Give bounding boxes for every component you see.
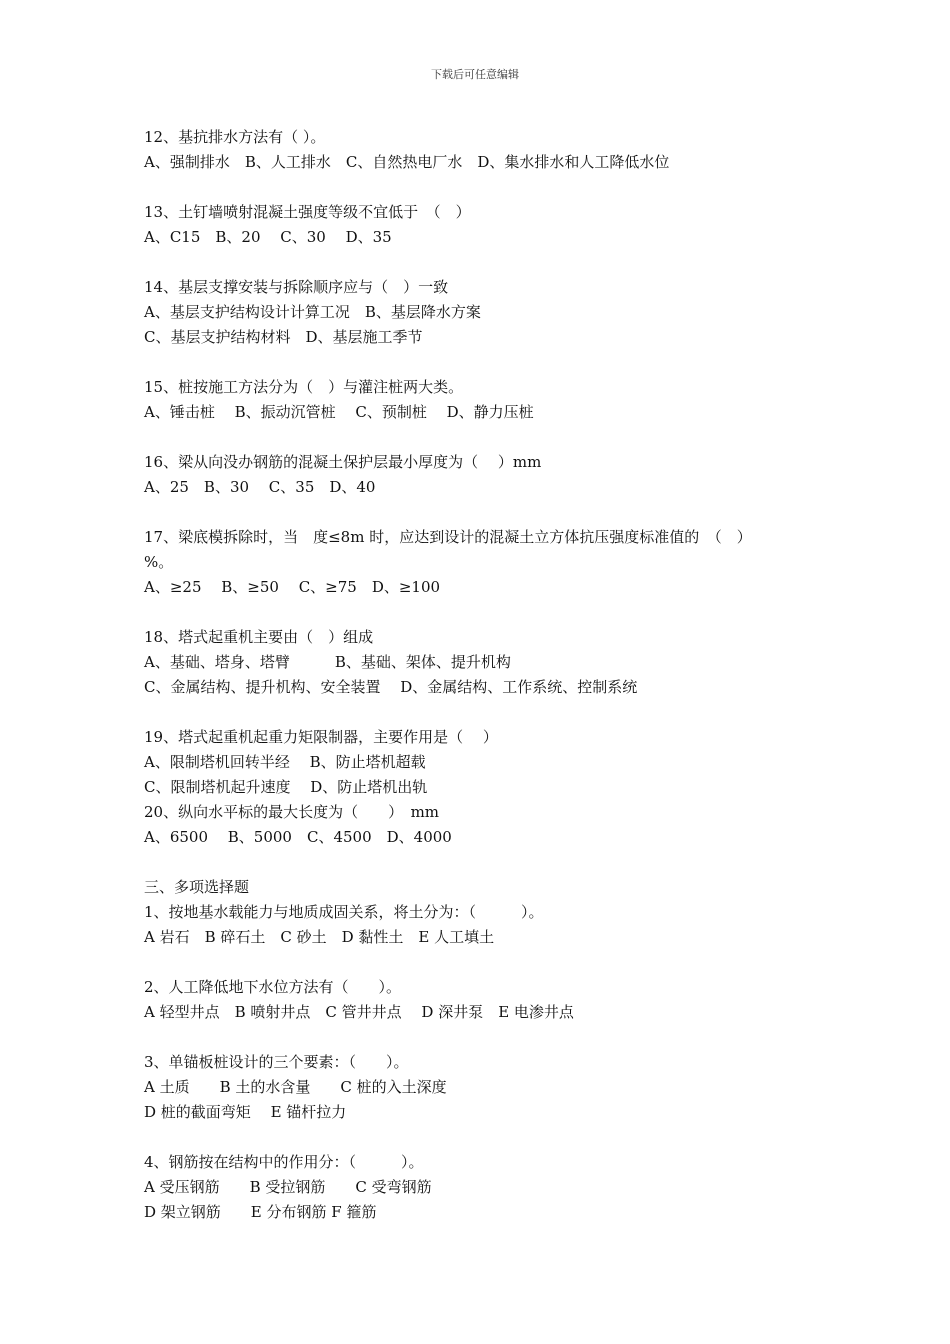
- text-line: A 岩石 B 碎石土 C 砂土 D 黏性土 E 人工填土: [144, 928, 495, 946]
- text-line: 18、塔式起重机主要由（ ）组成: [144, 628, 374, 646]
- text-line: 17、梁底模拆除时，当 度≤8m 时，应达到设计的混凝土立方体抗压强度标准值的 （ ）: [144, 528, 752, 546]
- text-line: D 桩的截面弯矩 E 锚杆拉力: [144, 1103, 347, 1121]
- text-line: 20、纵向水平标的最大长度为（ ） mm: [144, 803, 440, 821]
- blank-line: [144, 600, 814, 625]
- blank-line: [144, 700, 814, 725]
- text-line: 14、基层支撑安装与拆除顺序应与（ ）一致: [144, 278, 449, 296]
- blank-line: [144, 250, 814, 275]
- text-line: 3、单锚板桩设计的三个要素：（ ）。: [144, 1053, 409, 1071]
- text-line: A、基础、塔身、塔臂 B、基础、架体、提升机构: [144, 653, 511, 671]
- blank-line: [144, 175, 814, 200]
- blank-line: [144, 425, 814, 450]
- text-line: 19、塔式起重机起重力矩限制器，主要作用是（ ）: [144, 728, 498, 746]
- blank-line: [144, 500, 814, 525]
- document-body: [144, 125, 814, 1225]
- text-line: C、限制塔机起升速度 D、防止塔机出轨: [144, 778, 428, 796]
- text-line: 12、基抗排水方法有（ ）。: [144, 128, 326, 146]
- blank-line: [144, 850, 814, 875]
- text-line: A、限制塔机回转半经 B、防止塔机超载: [144, 753, 426, 771]
- blank-line: [144, 1125, 814, 1150]
- text-line: A、25 B、30 C、35 D、40: [144, 478, 376, 496]
- text-line: 15、桩按施工方法分为（ ）与灌注桩两大类。: [144, 378, 464, 396]
- text-line: 1、按地基水载能力与地质成固关系，将土分为：（ ）。: [144, 903, 544, 921]
- text-line: A 受压钢筋 B 受拉钢筋 C 受弯钢筋: [144, 1178, 432, 1196]
- text-line: 4、钢筋按在结构中的作用分：（ ）。: [144, 1153, 424, 1171]
- text-line: A 土质 B 土的水含量 C 桩的入土深度: [144, 1078, 447, 1096]
- text-line: 16、梁从向没办钢筋的混凝土保护层最小厚度为（ ）mm: [144, 453, 542, 471]
- blank-line: [144, 950, 814, 975]
- text-line: A、≥25 B、≥50 C、≥75 D、≥100: [144, 578, 441, 596]
- text-line: D 架立钢筋 E 分布钢筋 F 箍筋: [144, 1203, 377, 1221]
- text-line: C、金属结构、提升机构、安全装置 D、金属结构、工作系统、控制系统: [144, 678, 638, 696]
- text-line: C、基层支护结构材料 D、基层施工季节: [144, 328, 423, 346]
- text-line: %。: [144, 553, 174, 571]
- text-line: 三、多项选择题: [144, 878, 250, 896]
- text-line: A、C15 B、20 C、30 D、35: [144, 228, 392, 246]
- text-line: 2、人工降低地下水位方法有（ ）。: [144, 978, 402, 996]
- text-line: 13、土钉墙喷射混凝土强度等级不宜低于 （ ）: [144, 203, 471, 221]
- page-header: 下载后可任意编辑: [431, 68, 519, 81]
- text-line: A、基层支护结构设计计算工况 B、基层降水方案: [144, 303, 481, 321]
- text-line: A、锤击桩 B、振动沉管桩 C、预制桩 D、静力压桩: [144, 403, 534, 421]
- blank-line: [144, 1025, 814, 1050]
- text-line: A 轻型井点 B 喷射井点 C 管井井点 D 深井泵 E 电渗井点: [144, 1003, 574, 1021]
- text-line: A、6500 B、5000 C、4500 D、4000: [144, 828, 452, 846]
- blank-line: [144, 350, 814, 375]
- text-line: A、强制排水 B、人工排水 C、自然热电厂水 D、集水排水和人工降低水位: [144, 153, 670, 171]
